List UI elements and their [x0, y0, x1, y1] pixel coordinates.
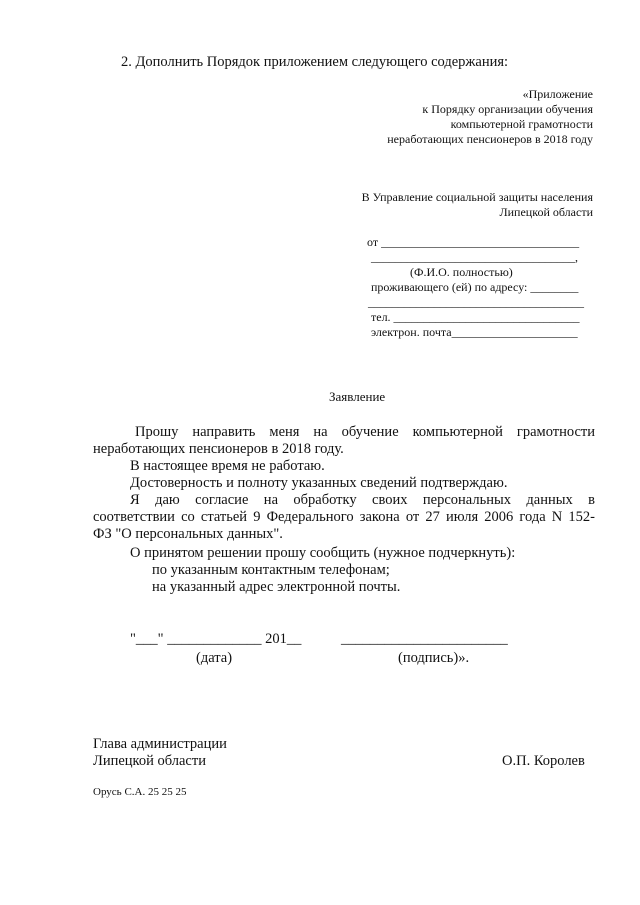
- appendix-line-2: к Порядку организации обучения: [422, 102, 593, 116]
- fio-caption: (Ф.И.О. полностью): [410, 265, 513, 279]
- signer-position-line-1: Глава администрации: [93, 736, 227, 752]
- addressee-line-2: Липецкой области: [499, 205, 593, 219]
- signer-position-line-2: Липецкой области: [93, 753, 206, 769]
- option-phone: по указанным контактным телефонам;: [152, 562, 390, 578]
- appendix-line-4: неработающих пенсионеров в 2018 году: [387, 132, 593, 146]
- paragraph-5: О принятом решении прошу сообщить (нужное подчеркнуть):: [130, 545, 516, 561]
- email-line: электрон. почта_____________________: [371, 325, 578, 339]
- date-caption: (дата): [196, 650, 233, 666]
- executor-contact: Орусь С.А. 25 25 25: [93, 786, 187, 798]
- address-blank: ____________________________________: [368, 295, 584, 309]
- phone-line: тел. _______________________________: [371, 310, 580, 324]
- paragraph-3: Достоверность и полноту указанных сведений подтверждаю.: [130, 475, 508, 491]
- signer-name: О.П. Королев: [502, 753, 585, 769]
- appendix-header: [387, 87, 593, 147]
- appendix-line-3: компьютерной грамотности: [450, 117, 593, 131]
- address-line: проживающего (ей) по адресу: ________: [371, 280, 579, 294]
- paragraph-4-line-2: соответствии со статьей 9 Федерального закона от 27 июля 2006 года N 152-: [93, 509, 595, 525]
- applicant-from-line: от _________________________________: [367, 235, 580, 249]
- signature-blank: _______________________: [341, 631, 508, 647]
- paragraph-4-line-1: Я даю согласие на обработку своих персональных данных в: [130, 492, 595, 508]
- date-blank: "___" _____________ 201__: [130, 631, 302, 647]
- applicant-name-blank: __________________________________,: [371, 250, 578, 264]
- addressee-line-1: В Управление социальной защиты населения: [361, 190, 593, 204]
- option-email: на указанный адрес электронной почты.: [152, 579, 401, 595]
- appendix-line-1: «Приложение: [522, 87, 593, 101]
- signature-caption: (подпись)».: [398, 650, 470, 666]
- paragraph-4-line-3: ФЗ "О персональных данных".: [93, 526, 283, 542]
- addressee-block: [362, 190, 593, 220]
- paragraph-1-line-2: неработающих пенсионеров в 2018 году.: [93, 441, 344, 457]
- point-2-text: 2. Дополнить Порядок приложением следующего содержания:: [121, 54, 509, 70]
- document-title: Заявление: [329, 389, 386, 404]
- paragraph-1-line-1: Прошу направить меня на обучение компьютерной грамотности: [135, 424, 595, 440]
- paragraph-2: В настоящее время не работаю.: [130, 458, 325, 474]
